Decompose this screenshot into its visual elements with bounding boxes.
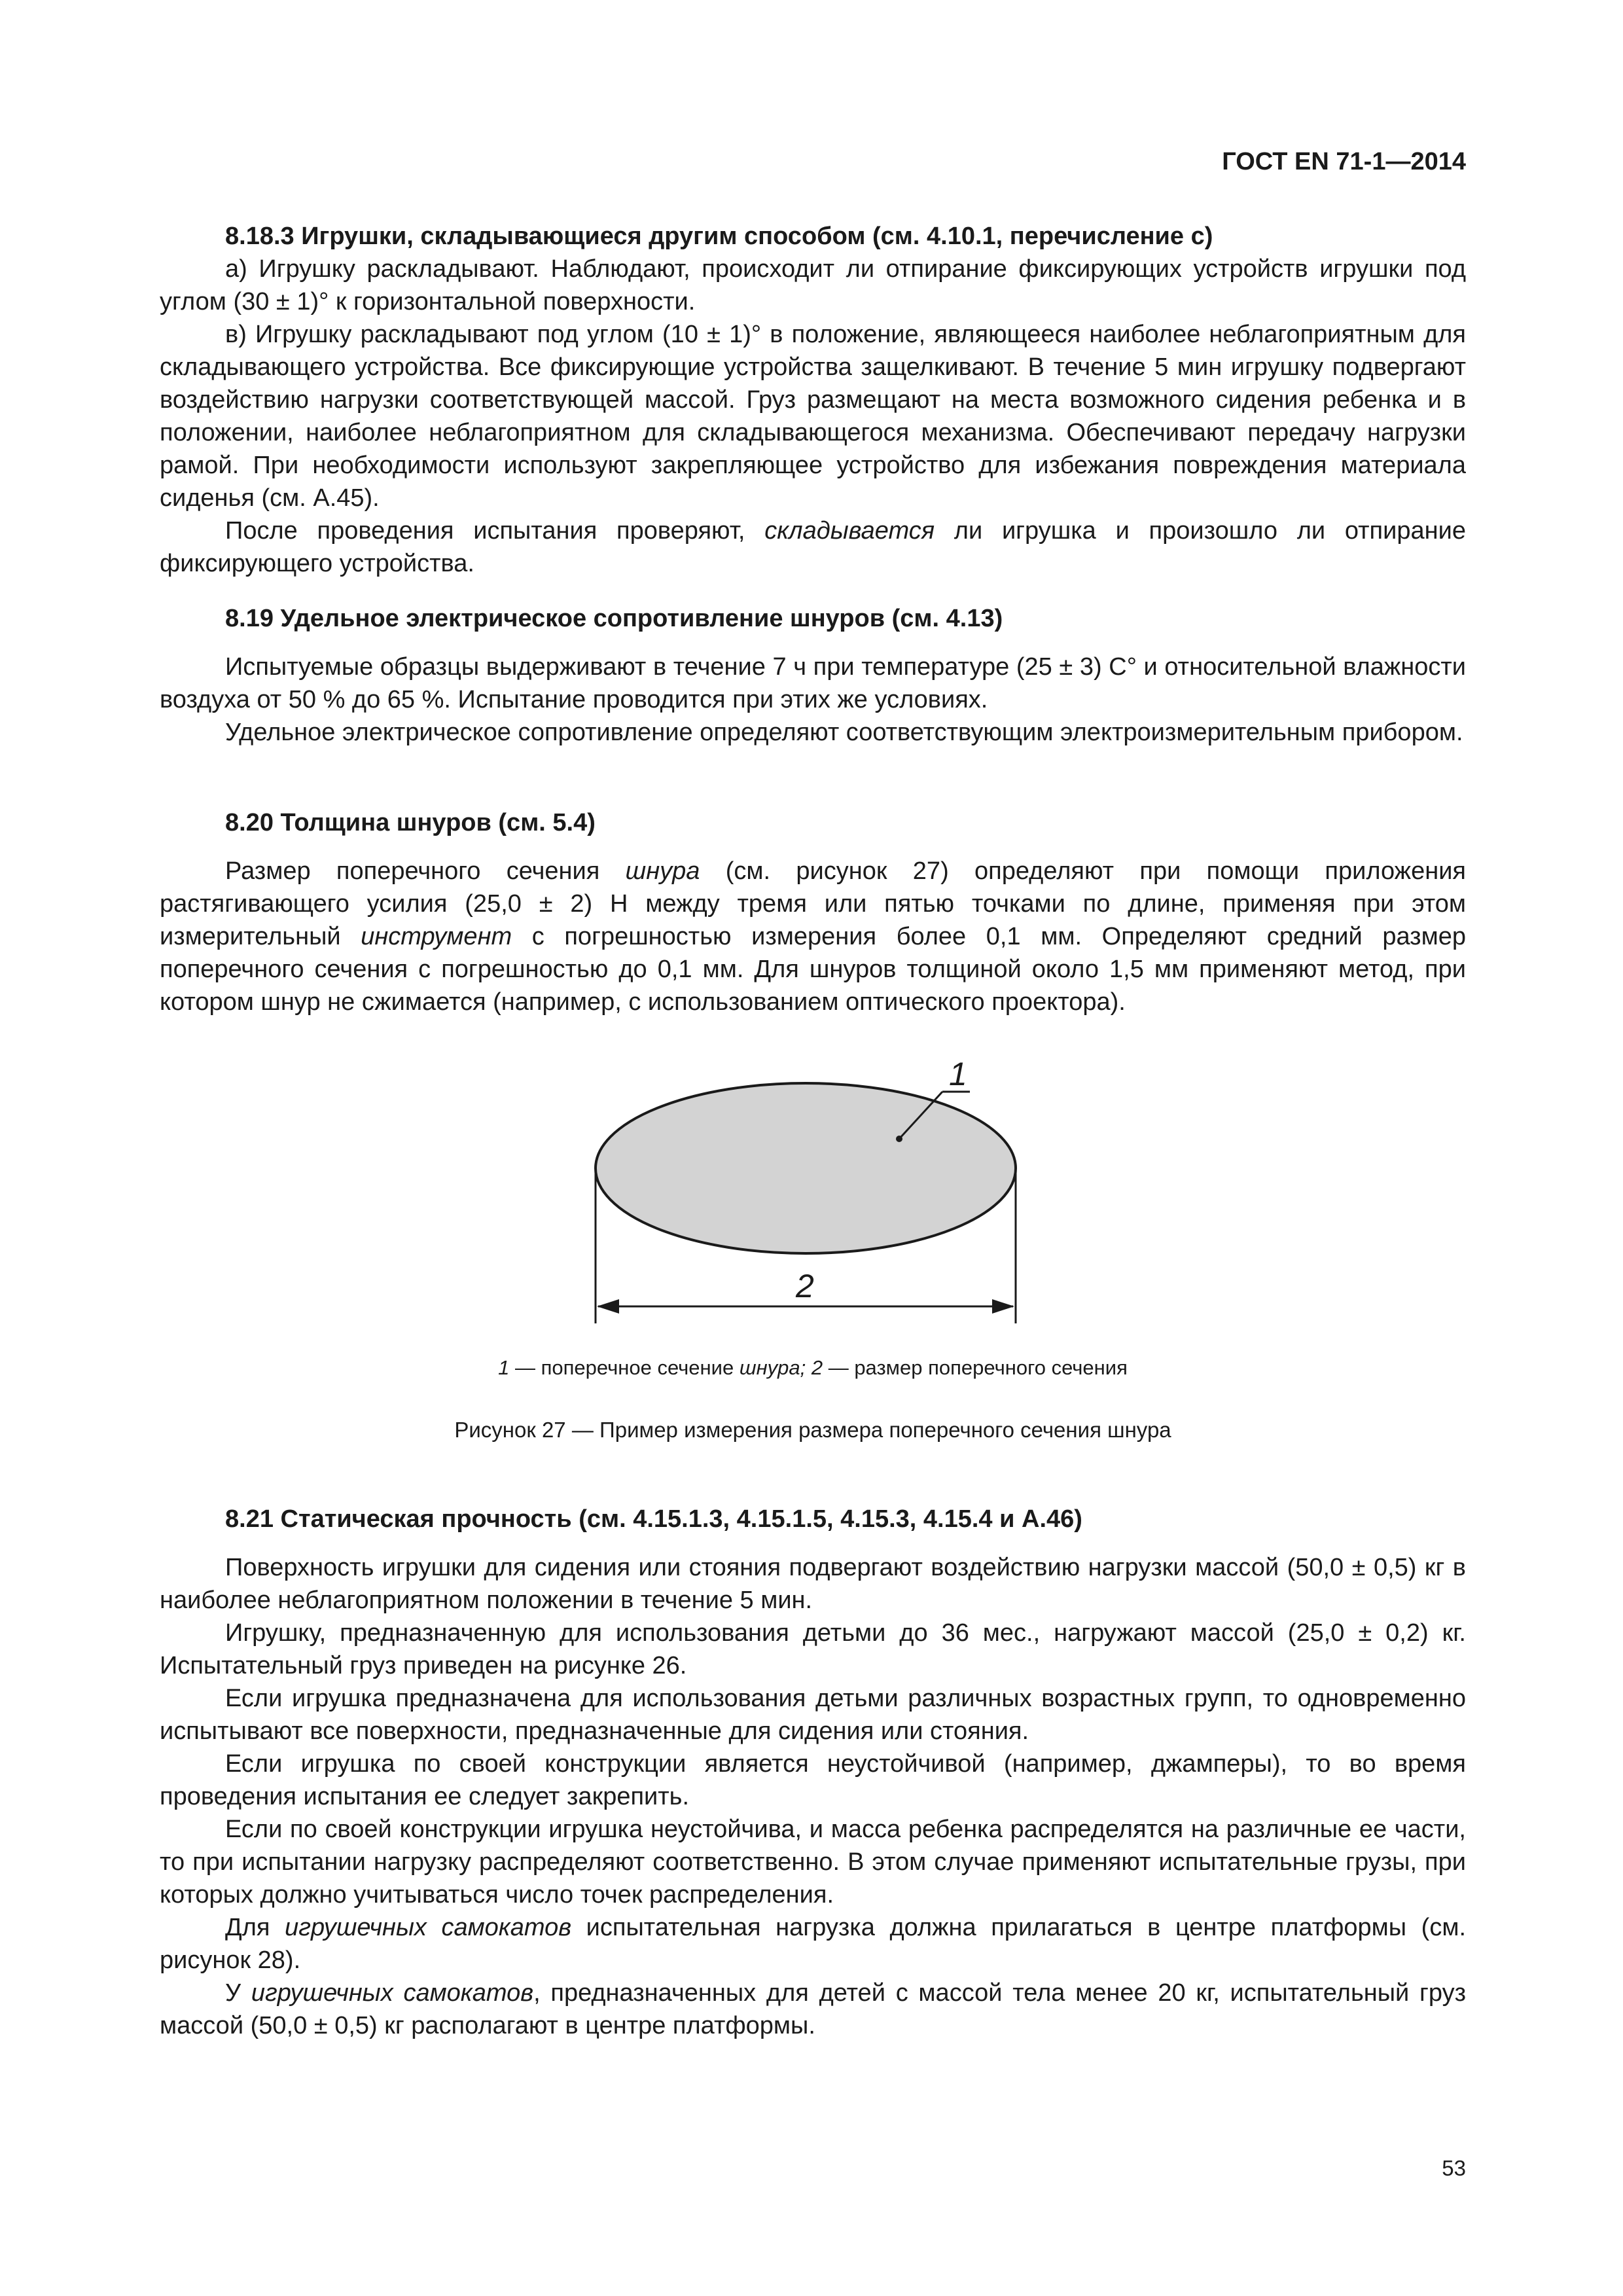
cross-section-ellipse (596, 1083, 1016, 1253)
paragraph: а) Игрушку раскладывают. Наблюдают, происходит ли отпирание фиксирующих устройств игрушки под углом (30 ± 1)° к горизонтальной поверхности. (160, 255, 1466, 315)
legend-text: — размер поперечного сечения (823, 1356, 1128, 1379)
italic-term: инструмент (361, 923, 512, 950)
section-title: 8.19 Удельное электрическое сопротивление шнуров (см. 4.13) (225, 605, 1003, 632)
text-run: испытательная нагрузка должна прилагаться в центре платформы (см. рисунок 28). (160, 1914, 1466, 1974)
italic-term: складывается (764, 517, 935, 545)
text-run: После проведения испытания проверяют, (225, 517, 765, 545)
paragraph: Поверхность игрушки для сидения или стояния подвергают воздействию нагрузки массой (50,0 ± 0,5) кг в наиболее неблагоприятном положении в течение 5 мин. (160, 1554, 1466, 1614)
text-run: Размер поперечного сечения (225, 857, 626, 885)
paragraph: Испытуемые образцы выдерживают в течение 7 ч при температуре (25 ± 3) С° и относительной влажности воздуха от 50 % до 65 %. Испытание проводится при этих же условиях. (160, 653, 1466, 713)
callout-label-1: 1 (949, 1056, 967, 1092)
cord-cross-section-diagram (160, 1034, 1466, 1361)
section-8-20 (160, 806, 1466, 1018)
legend-text: — поперечное сечение (509, 1356, 740, 1379)
figure-27 (160, 1034, 1466, 1361)
section-title: 8.21 Статическая прочность (см. 4.15.1.3, 4.15.1.5, 4.15.3, 4.15.4 и А.46) (225, 1505, 1082, 1533)
legend-term: шнура; (739, 1356, 806, 1379)
paragraph (160, 855, 1466, 1018)
dimension-arrow-right (992, 1299, 1014, 1314)
callout-label-2: 2 (796, 1268, 814, 1304)
paragraph (160, 1977, 1466, 2042)
legend-number: 1 (498, 1356, 510, 1379)
page-number: 53 (1442, 2156, 1466, 2180)
paragraph: Если игрушка предназначена для использования детьми различных возрастных групп, то одновременно испытывают все поверхности, предназначенные для сидения или стояния. (160, 1685, 1466, 1745)
legend-number: 2 (806, 1356, 823, 1379)
text-run: с погрешностью измерения более 0,1 мм. Определяют средний размер поперечного сечения с погрешностью до 0,1 мм. Для шнуров толщиной около 1,5 мм применяют метод, при котором шнур не сжимается (например, с использованием оптического проектора). (160, 923, 1467, 1016)
paragraph: Удельное электрическое сопротивление определяют соответствующим электроизмерительным прибором. (225, 719, 1463, 746)
paragraph: Игрушку, предназначенную для использования детьми до 36 мес., нагружают массой (25,0 ± 0,2) кг. Испытательный груз приведен на рисунке 26. (160, 1619, 1466, 1679)
dimension-arrow-left (597, 1299, 619, 1314)
paragraph: в) Игрушку раскладывают под углом (10 ± 1)° в положение, являющееся наиболее неблагоприятным для складывающего устройства. Все фиксирующие устройства защелкивают. В течение 5 мин игрушку подвергают воздействию нагрузки соответствующей массой. Груз размещают на места возможного сидения ребенка и в положении, наиболее неблагоприятном для складывающегося механизма. Обеспечивают передачу нагрузки рамой. При необходимости используют закрепляющее устройство для избежания повреждения материала сиденья (см. А.45). (160, 321, 1466, 512)
paragraph (160, 1911, 1466, 1977)
text-run: У (225, 1979, 251, 2007)
paragraph: Если игрушка по своей конструкции является неустойчивой (например, джамперы), то во время проведения испытания ее следует закрепить. (160, 1750, 1466, 1810)
standard-code: ГОСТ EN 71-1—2014 (1222, 148, 1466, 175)
section-8-18-3 (160, 220, 1466, 580)
leader-dot (896, 1136, 902, 1142)
section-title: 8.18.3 Игрушки, складывающиеся другим способом (см. 4.10.1, перечисление с) (225, 223, 1213, 250)
section-title: 8.20 Толщина шнуров (см. 5.4) (225, 809, 596, 836)
section-8-19 (160, 602, 1466, 749)
text-run: Для (225, 1914, 285, 1941)
paragraph (160, 514, 1466, 580)
paragraph: Если по своей конструкции игрушка неустойчива, и масса ребенка распределятся на различные ее части, то при испытании нагрузку распределяют соответственно. В этом случае применяют испытательные грузы, при которых должно учитываться число точек распределения. (160, 1816, 1466, 1909)
figure-legend (160, 1356, 1466, 1380)
section-8-21 (160, 1503, 1466, 2042)
text-run: (см. рисунок 27) определяют при помощи приложения растягивающего усилия (25,0 ± 2) Н между тремя или пятью точками по длине, применяя при этом измерительный (160, 857, 1466, 950)
italic-term: шнура (625, 857, 700, 885)
italic-term: игрушечных самокатов (285, 1914, 572, 1941)
text-run: ли игрушка и произошло ли отпирание фиксирующего устройства. (160, 517, 1466, 577)
text-run: , предназначенных для детей с массой тела менее 20 кг, испытательный груз массой (50,0 ± 0,5) кг располагают в центре платформы. (160, 1979, 1466, 2039)
figure-caption: Рисунок 27 — Пример измерения размера поперечного сечения шнура (454, 1418, 1171, 1442)
italic-term: игрушечных самокатов (251, 1979, 534, 2007)
